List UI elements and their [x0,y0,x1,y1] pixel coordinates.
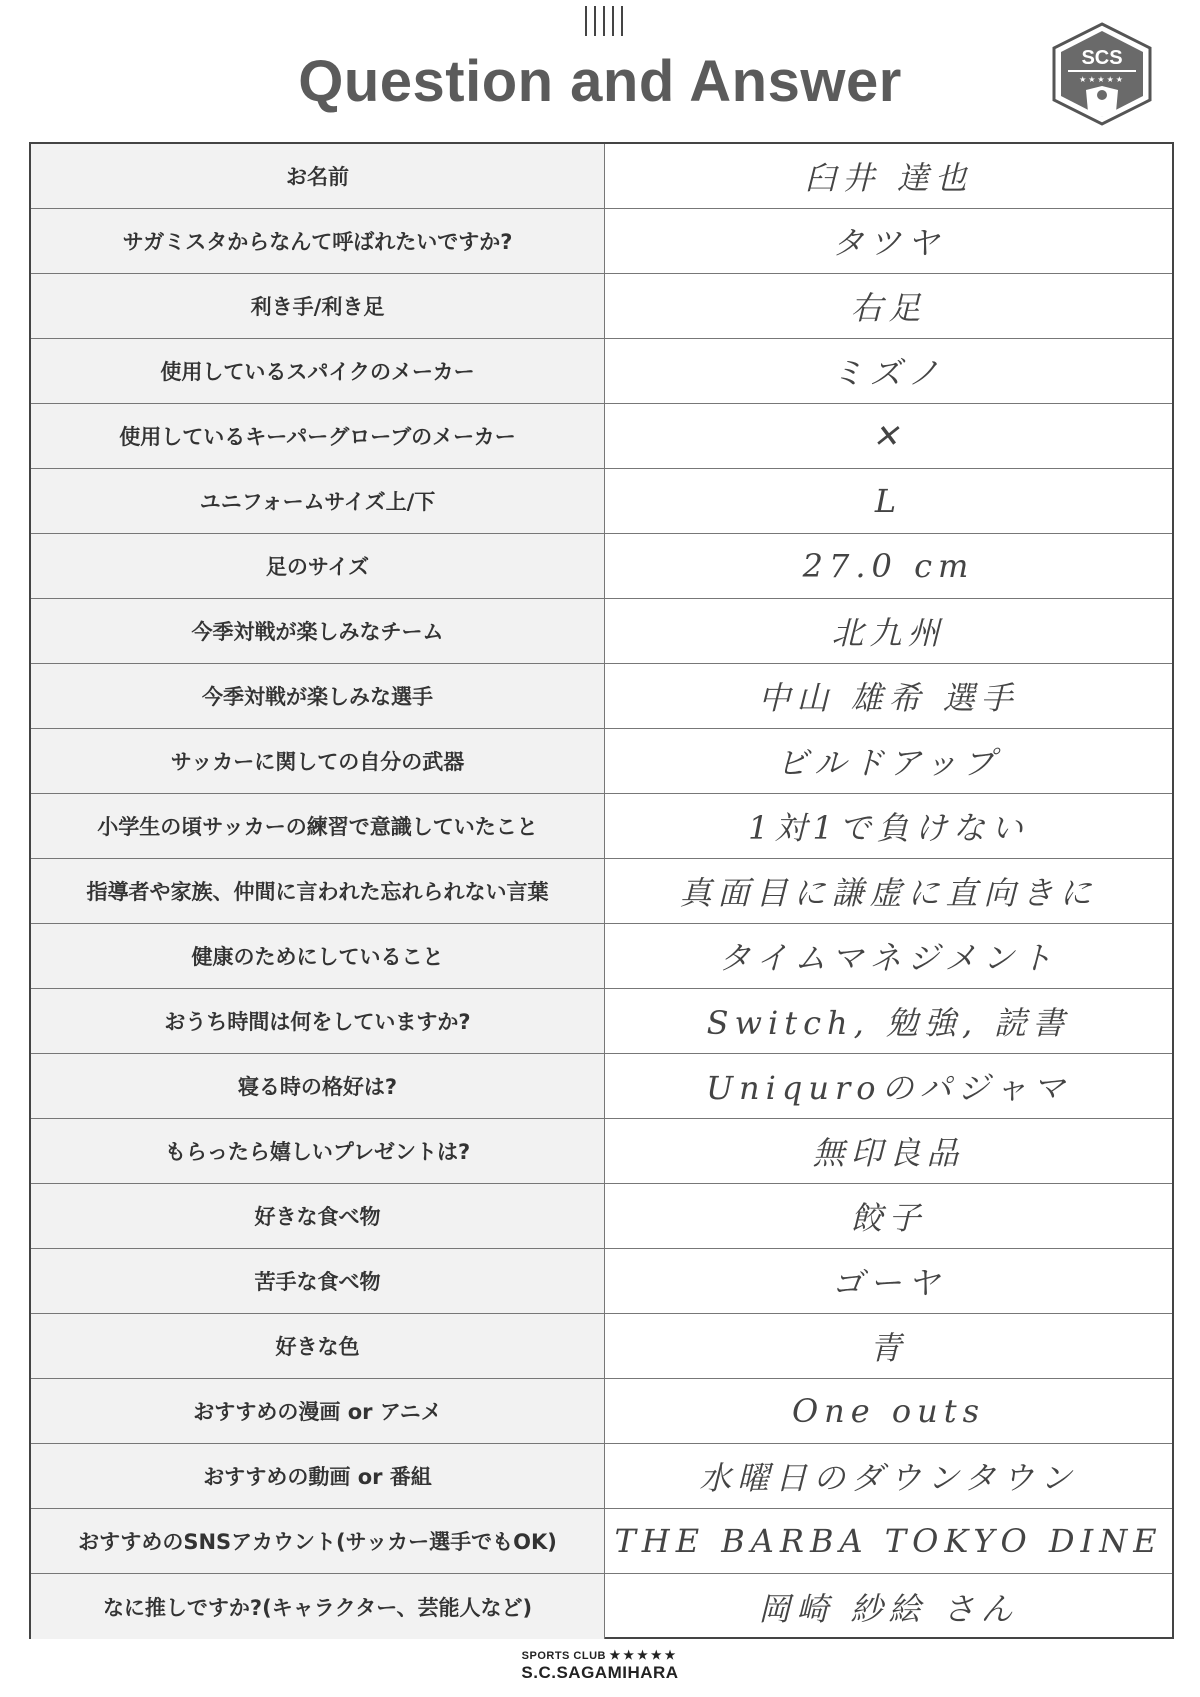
footer-club-label: SPORTS CLUB [521,1650,606,1662]
question-label: 使用しているスパイクのメーカー [31,339,605,403]
question-label: 小学生の頃サッカーの練習で意識していたこと [31,794,605,858]
answer-text: 臼井 達也 [804,159,973,197]
qa-row [31,1249,1172,1314]
question-label: 健康のためにしていること [31,924,605,988]
answer-text: 餃子 [850,1199,927,1237]
qa-row [31,1119,1172,1184]
qa-row [31,534,1172,599]
question-label: 足のサイズ [31,534,605,598]
page-title: Question and Answer [298,49,902,114]
svg-text:★★★★★: ★★★★★ [1079,75,1125,84]
answer-text: THE BARBA TOKYO DINE [614,1522,1163,1560]
answer-text: 右足 [850,289,927,327]
qa-row [31,599,1172,664]
question-label: 指導者や家族、仲間に言われた忘れられない言葉 [31,859,605,923]
question-label: おうち時間は何をしていますか? [31,989,605,1053]
footer-stars: ★★★★★ [609,1648,679,1662]
qa-row [31,1574,1172,1639]
qa-row [31,144,1172,209]
qa-row [31,989,1172,1054]
question-label: 好きな食べ物 [31,1184,605,1248]
qa-row [31,469,1172,534]
answer-text: ✕ [872,417,905,455]
question-label: サッカーに関しての自分の武器 [31,729,605,793]
qa-table [29,142,1174,1639]
question-label: 今季対戦が楽しみな選手 [31,664,605,728]
answer-text: 27.0 cm [802,547,975,585]
club-crest-logo [1046,20,1158,128]
question-label: 苦手な食べ物 [31,1249,605,1313]
question-label: おすすめの漫画 or アニメ [31,1379,605,1443]
question-label: 今季対戦が楽しみなチーム [31,599,605,663]
answer-text: 北九州 [831,614,946,652]
logo-text: SCS [1081,47,1123,69]
answer-text: 青 [869,1329,908,1367]
qa-row [31,729,1172,794]
qa-row [31,924,1172,989]
footer-club-name: S.C.SAGAMIHARA [521,1663,679,1682]
question-label: ユニフォームサイズ上/下 [31,469,605,533]
answer-text: One outs [791,1392,986,1430]
answer-text: ゴーヤ [831,1264,946,1302]
qa-row [31,1184,1172,1249]
answer-text: 1対1で負けない [748,809,1029,847]
question-label: 寝る時の格好は? [31,1054,605,1118]
qa-row [31,209,1172,274]
answer-text: 水曜日のダウンタウン [699,1459,1078,1497]
top-tally-marks [585,6,629,38]
answer-text: 真面目に謙虚に直向きに [679,874,1098,912]
qa-row [31,339,1172,404]
question-label: サガミスタからなんて呼ばれたいですか? [31,209,605,273]
footer-club-brand [0,1648,1200,1683]
qa-row [31,1314,1172,1379]
answer-text: ミズノ [831,354,946,392]
qa-row [31,859,1172,924]
qa-row [31,1379,1172,1444]
answer-text: Switch, 勉強, 読書 [706,1004,1071,1042]
answer-text: タツヤ [831,224,946,262]
answer-text: 中山 雄希 選手 [758,679,1019,717]
answer-text: L [874,482,903,520]
question-label: おすすめの動画 or 番組 [31,1444,605,1508]
qa-row [31,664,1172,729]
qa-row [31,794,1172,859]
question-label: 利き手/利き足 [31,274,605,338]
answer-text: 無印良品 [812,1134,965,1172]
question-label: お名前 [31,144,605,208]
qa-row [31,404,1172,469]
answer-text: タイムマネジメント [718,939,1059,977]
answer-text: 岡崎 紗絵 さん [758,1589,1019,1628]
question-label: おすすめのSNSアカウント(サッカー選手でもOK) [31,1509,605,1573]
question-label: もらったら嬉しいプレゼントは? [31,1119,605,1183]
answer-text: Uniquroのパジャマ [706,1069,1071,1107]
qa-row [31,1054,1172,1119]
question-label: なに推しですか?(キャラクター、芸能人など) [31,1574,605,1639]
question-label: 使用しているキーパーグローブのメーカー [31,404,605,468]
qa-row [31,1509,1172,1574]
answer-text: ビルドアップ [776,744,1001,782]
question-label: 好きな色 [31,1314,605,1378]
qa-row [31,274,1172,339]
qa-row [31,1444,1172,1509]
